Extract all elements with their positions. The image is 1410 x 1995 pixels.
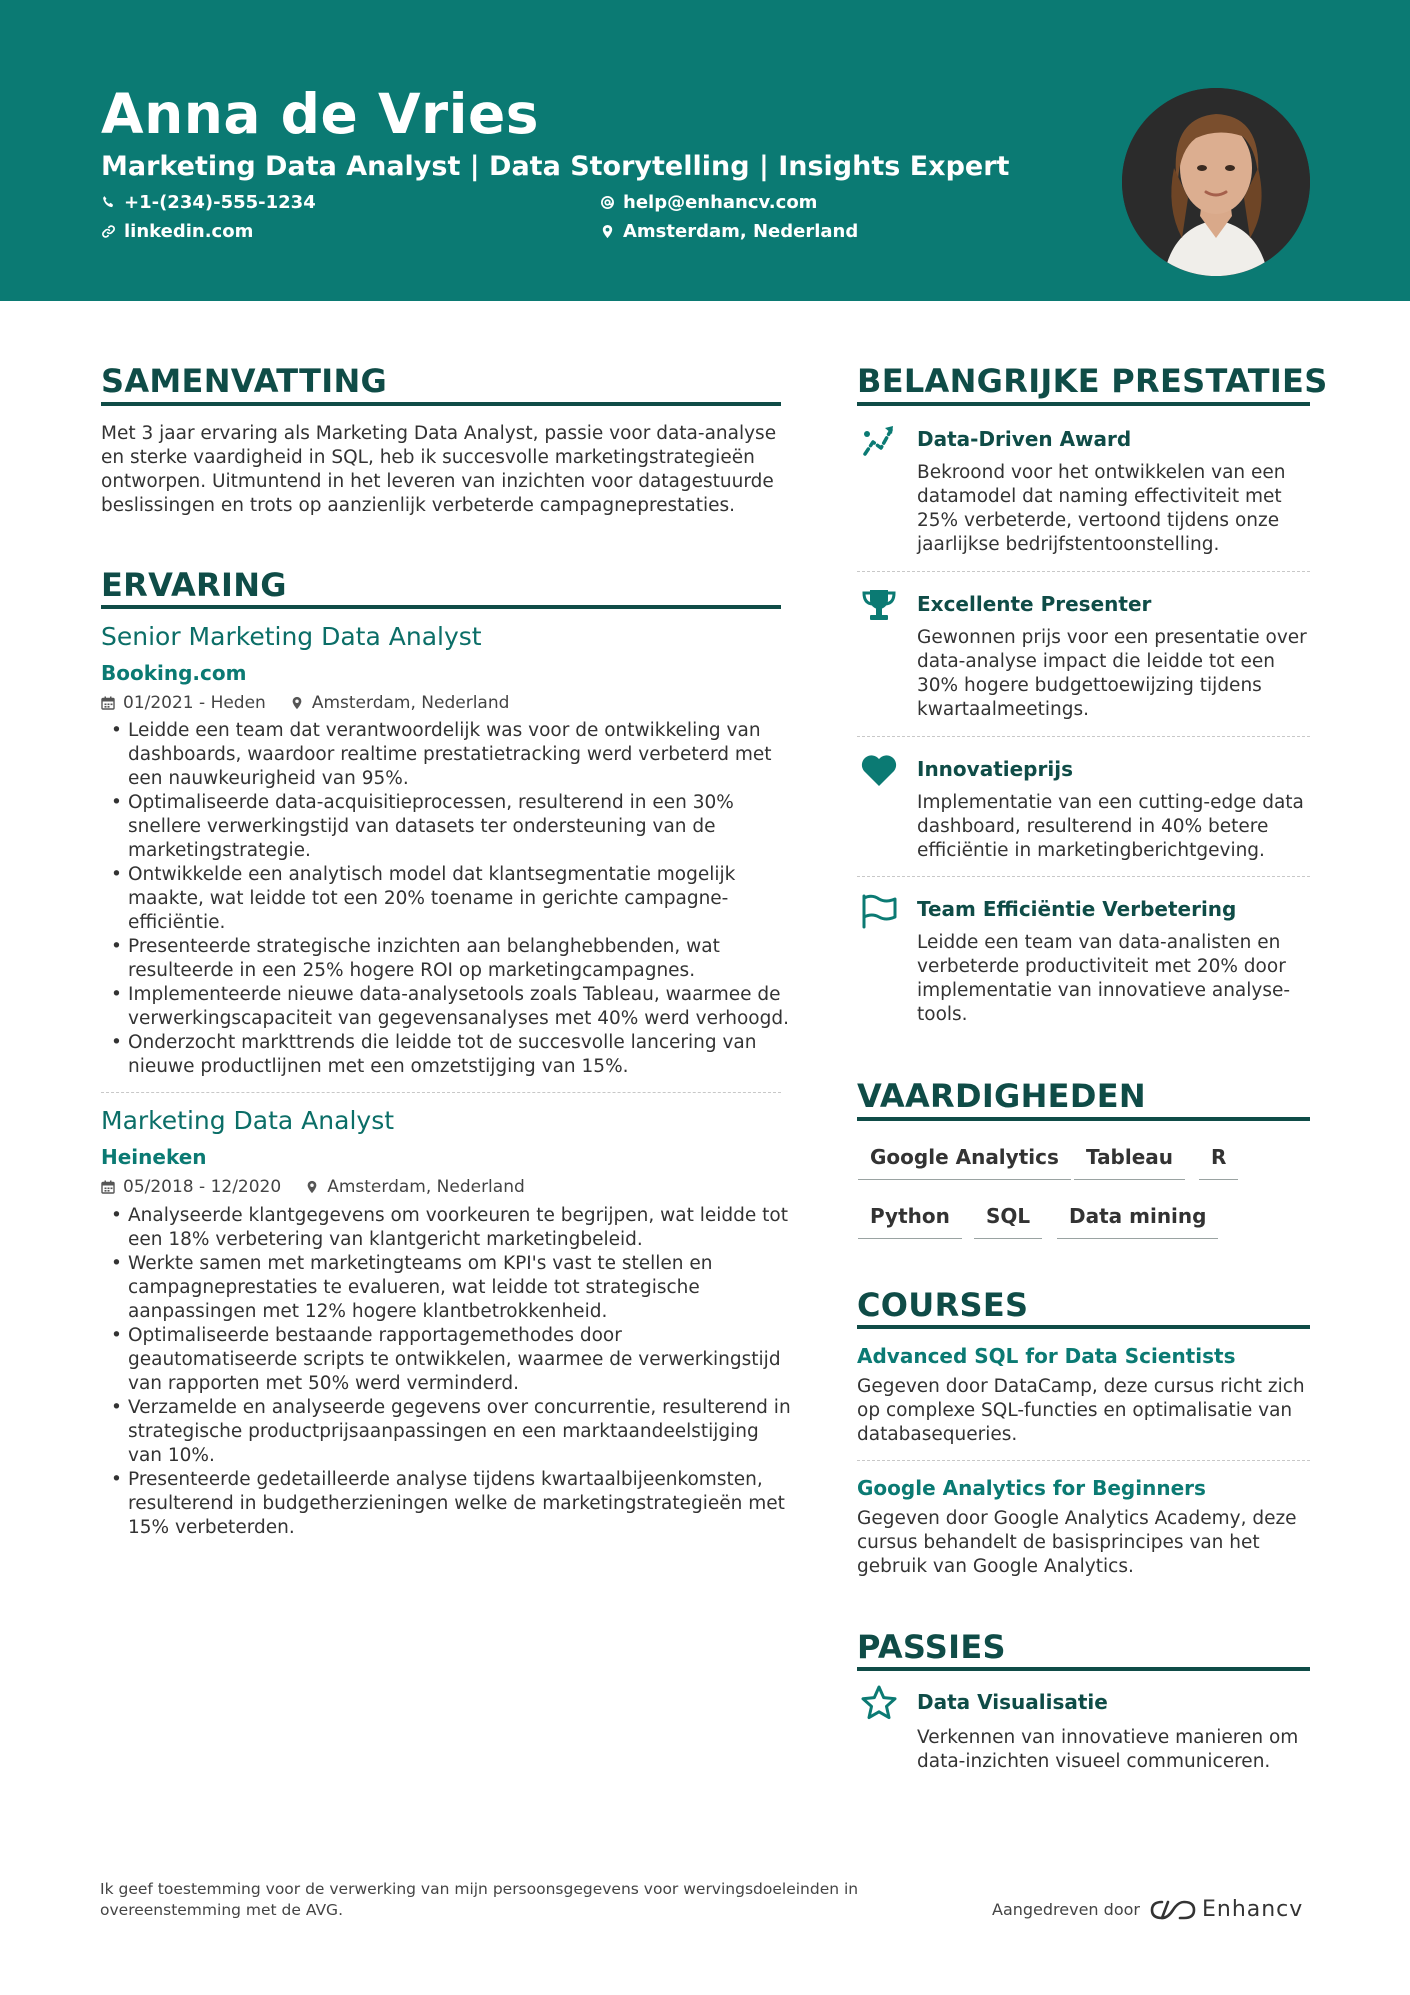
skill-tag: Google Analytics [858, 1145, 1071, 1180]
job-dates [101, 693, 266, 713]
list-item: • Optimaliseerde data-acquisitieprocessen, resulterend in een 30% snellere verwerkingstijd van datasets ter ondersteuning van de marketingstrategie. [101, 791, 791, 863]
location-pin-icon [600, 224, 615, 239]
flag-icon [859, 891, 899, 931]
job-company: Heineken [101, 1145, 207, 1169]
skills-divider [857, 1117, 1310, 1121]
summary-heading: SAMENVATTING [101, 362, 388, 400]
list-item: • Presenteerde gedetailleerde analyse tijdens kwartaalbijeenkomsten, resulterend in budgetherzieningen welke de marketingstrategieën met 15% verbeterden. [101, 1468, 791, 1540]
courses-heading: COURSES [857, 1286, 1029, 1324]
profile-photo [1122, 88, 1310, 276]
job-dates-text: 01/2021 - Heden [123, 693, 266, 713]
course-title: Advanced SQL for Data Scientists [857, 1344, 1236, 1368]
job-title: Marketing Data Analyst [101, 1106, 395, 1135]
contact-location [600, 221, 858, 242]
star-icon [859, 1683, 899, 1723]
achievement-desc: Bekroond voor het ontwikkelen van een datamodel dat naming effectiviteit met 25% verbeterde, vertoond tijdens onze jaarlijkse bedrijfstentoonstelling. [917, 462, 1286, 555]
linkedin-text[interactable]: linkedin.com [124, 221, 254, 242]
consent-note: Ik geef toestemming voor de verwerking van mijn persoonsgegevens voor wervingsdoeleinden in overeenstemming met de AVG. [100, 1880, 859, 1919]
passions-heading: PASSIES [857, 1628, 1006, 1666]
achievement-title: Innovatieprijs [917, 757, 1073, 781]
achievement-desc: Leidde een team van data-analisten en verbeterde productiviteit met 20% door implementatie van innovatieve analyse-tools. [917, 932, 1291, 1025]
job-meta [101, 1177, 549, 1197]
job-title: Senior Marketing Data Analyst [101, 622, 482, 651]
list-item: • Onderzocht markttrends die leidde tot de succesvolle lancering van nieuwe productlijnen met een omzetstijging van 15%. [101, 1031, 791, 1079]
achievement-separator [857, 736, 1310, 737]
list-item: • Presenteerde strategische inzichten aan belanghebbenden, wat resulteerde in een 25% hogere ROI op marketingcampagnes. [101, 935, 791, 983]
chart-arrow-icon [859, 420, 899, 460]
contact-linkedin[interactable] [101, 221, 253, 242]
course-desc: Gegeven door DataCamp, deze cursus richt zich op complexe SQL-functies en optimalisatie van databasequeries. [857, 1376, 1305, 1445]
job-dates-text: 05/2018 - 12/2020 [123, 1177, 282, 1197]
passion-title: Data Visualisatie [917, 1690, 1108, 1714]
achievement-title: Data-Driven Award [917, 427, 1132, 451]
candidate-name: Anna de Vries [101, 82, 540, 146]
summary-divider [101, 402, 781, 406]
powered-by-label: Aangedreven door [992, 1900, 1140, 1919]
achievement-title: Excellente Presenter [917, 592, 1152, 616]
achievement-separator [857, 571, 1310, 572]
job-separator [101, 1092, 781, 1093]
skills-heading: VAARDIGHEDEN [857, 1077, 1146, 1115]
job-location-text: Amsterdam, Nederland [327, 1177, 525, 1197]
course-separator [857, 1460, 1310, 1461]
skill-tag: R [1199, 1145, 1238, 1180]
achievement-desc: Gewonnen prijs voor een presentatie over data-analyse impact die leidde tot een 30% hogere budgettoewijzing tijdens kwartaalmeetings. [917, 627, 1307, 720]
heart-icon [859, 750, 899, 790]
job-company: Booking.com [101, 661, 247, 685]
candidate-tagline: Marketing Data Analyst | Data Storytelling | Insights Expert [101, 151, 1010, 182]
skill-tag: Python [858, 1204, 962, 1239]
passions-divider [857, 1667, 1310, 1671]
skill-tag: Data mining [1057, 1204, 1218, 1239]
job-bullets [101, 1204, 791, 1540]
achievements-heading: BELANGRIJKE PRESTATIES [857, 362, 1328, 400]
list-item: • Optimaliseerde bestaande rapportagemethodes door geautomatiseerde scripts te ontwikkelen, waarmee de verwerkingstijd van rapporten met 50% werd verminderd. [101, 1324, 791, 1396]
list-item: • Werkte samen met marketingteams om KPI's vast te stellen en campagneprestaties te evalueren, wat leidde tot strategische aanpassingen met 12% hogere klantbetrokkenheid. [101, 1252, 791, 1324]
phone-icon [101, 195, 116, 210]
achievement-desc: Implementatie van een cutting-edge data dashboard, resulterend in 40% betere efficiëntie in marketingberichtgeving. [917, 792, 1304, 861]
enhancv-logo-icon [1150, 1898, 1196, 1922]
achievements-divider [857, 402, 1310, 406]
header-banner [0, 0, 1410, 301]
at-icon [600, 195, 615, 210]
list-item: • Verzamelde en analyseerde gegevens over concurrentie, resulterend in strategische productprijsaanpassingen en een marktaandeelstijging van 10%. [101, 1396, 791, 1468]
achievement-separator [857, 876, 1310, 877]
experience-heading: ERVARING [101, 566, 287, 604]
course-title: Google Analytics for Beginners [857, 1476, 1206, 1500]
calendar-icon [101, 696, 115, 710]
email-text[interactable]: help@enhancv.com [623, 192, 818, 213]
course-desc: Gegeven door Google Analytics Academy, deze cursus behandelt de basisprincipes van het gebruik van Google Analytics. [857, 1508, 1297, 1577]
job-dates [101, 1177, 281, 1197]
list-item: • Ontwikkelde een analytisch model dat klantsegmentatie mogelijk maakte, wat leidde tot een 20% toename in gerichte campagne-efficiëntie. [101, 863, 791, 935]
job-location [290, 693, 510, 713]
experience-divider [101, 605, 781, 609]
trophy-icon [859, 585, 899, 625]
location-pin-icon [305, 1180, 319, 1194]
enhancv-logo[interactable] [1150, 1897, 1303, 1922]
contact-email[interactable] [600, 192, 817, 213]
job-bullets [101, 719, 791, 1079]
contact-phone [101, 192, 316, 213]
achievement-title: Team Efficiëntie Verbetering [917, 897, 1237, 921]
portrait-image [1122, 88, 1310, 276]
job-meta [101, 693, 533, 713]
phone-text: +1-(234)-555-1234 [124, 192, 316, 213]
job-location [305, 1177, 525, 1197]
summary-text: Met 3 jaar ervaring als Marketing Data Analyst, passie voor data-analyse en sterke vaardigheid in SQL, heb ik succesvolle marketingstrategieën ontworpen. Uitmuntend in het leveren van inzichten voor datagestuurde beslissingen en trots op aanzienlijk verbeterde campagneprestaties. [101, 423, 777, 516]
passion-desc: Verkennen van innovatieve manieren om data-inzichten visueel communiceren. [917, 1727, 1299, 1772]
powered-by[interactable] [992, 1897, 1303, 1922]
enhancv-logo-text: Enhancv [1201, 1897, 1304, 1922]
skill-tag: SQL [974, 1204, 1042, 1239]
location-pin-icon [290, 696, 304, 710]
list-item: • Implementeerde nieuwe data-analysetools zoals Tableau, waarmee de verwerkingscapaciteit van gegevensanalyses met 40% werd verhoogd. [101, 983, 791, 1031]
calendar-icon [101, 1180, 115, 1194]
list-item: • Leidde een team dat verantwoordelijk was voor de ontwikkeling van dashboards, waardoor realtime prestatietracking werd verbeterd met een nauwkeurigheid van 95%. [101, 719, 791, 791]
location-text: Amsterdam, Nederland [623, 221, 859, 242]
job-location-text: Amsterdam, Nederland [311, 693, 510, 713]
list-item: • Analyseerde klantgegevens om voorkeuren te begrijpen, wat leidde tot een 18% verbetering van klantgericht marketingbeleid. [101, 1204, 791, 1252]
skill-tag: Tableau [1074, 1145, 1185, 1180]
link-icon [101, 224, 116, 239]
courses-divider [857, 1325, 1310, 1329]
